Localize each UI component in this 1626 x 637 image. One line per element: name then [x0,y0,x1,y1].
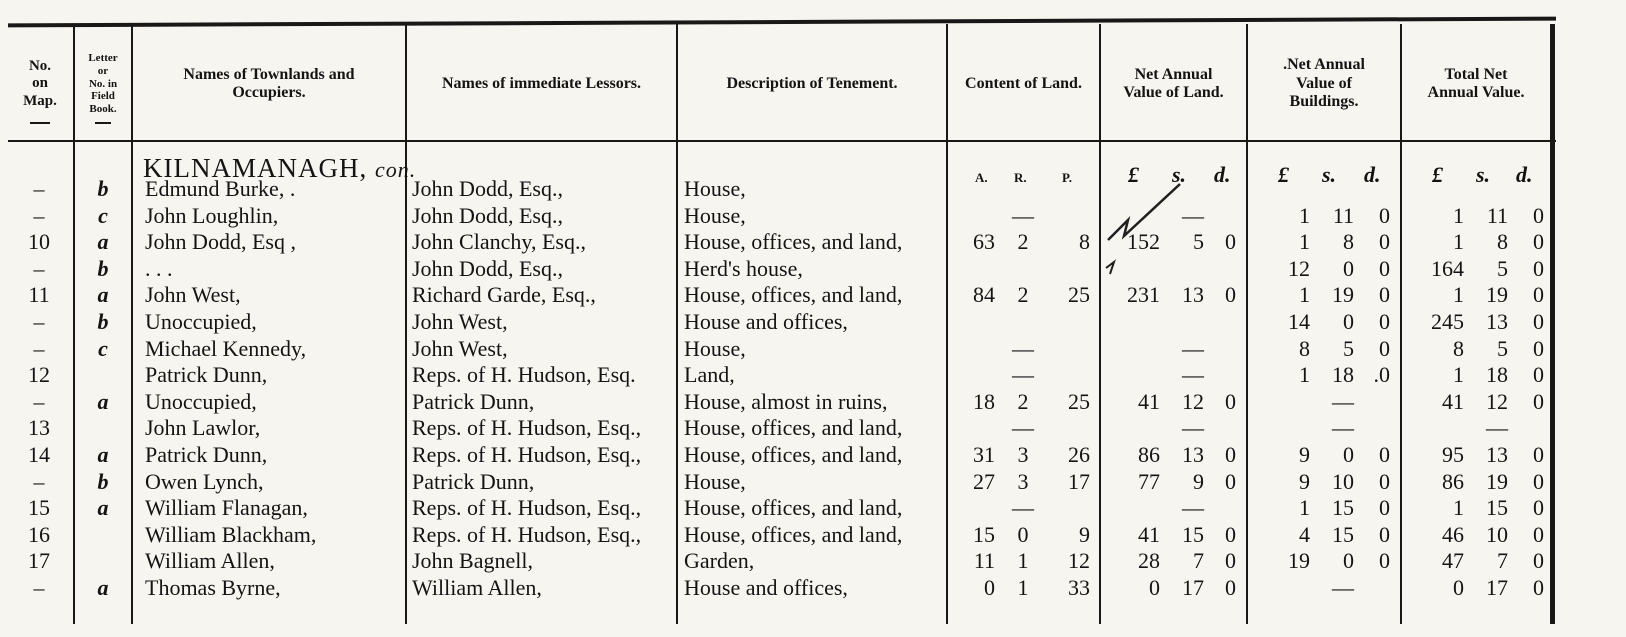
header-rule [8,140,1556,142]
header-underline [95,122,111,124]
cell-name: Patrick Dunn, [145,362,268,388]
cell-name: John Loughlin, [145,202,279,228]
cell-name: John West, [145,282,241,308]
table-row [0,176,1626,202]
cell-bsh: 15 [1332,495,1354,521]
cell-letter: b [97,309,109,334]
cell-r: 2 [1017,282,1029,308]
cell-tsh: 8 [1497,229,1508,255]
cell-lsh: 13 [1182,282,1204,308]
header-net-land: Net Annual Value of Land. [1123,65,1224,101]
cell-ts: 47 [1442,548,1464,574]
cell-desc: House and offices, [684,309,848,334]
cell-bs: 4 [1299,521,1310,547]
cell-ls: 86 [1138,442,1160,467]
cell-name: William Flanagan, [145,495,308,521]
cell-map: 14 [28,442,50,467]
cell-bs: 1 [1299,362,1310,388]
cell-r: 2 [1017,229,1029,255]
cell-map: – [33,255,45,281]
cell-ld: 0 [1225,468,1236,494]
cell-ts: 245 [1431,309,1464,334]
cell-td: 0 [1533,388,1544,414]
cell-lessor: Reps. of H. Hudson, Esq., [412,495,642,521]
cell-tsh: 13 [1486,442,1508,467]
cell-a: 11 [973,548,995,574]
cell-td: 0 [1533,548,1544,574]
table-row [0,575,1626,601]
cell-name: William Blackham, [145,521,317,547]
table-row [0,336,1626,362]
cell-lessor: Reps. of H. Hudson, Esq., [412,442,642,467]
cell-letter: b [97,468,109,494]
cell-bd: 0 [1379,282,1390,308]
cell-ts: 1 [1453,495,1464,521]
cell-bsh: 0 [1343,442,1354,467]
cell-td: 0 [1533,202,1544,228]
header-letter: Letter or No. in Field Book. [88,52,118,115]
cell-ts: 95 [1442,442,1464,467]
cell-desc: House, [684,335,746,361]
cell-map: 16 [28,521,50,547]
cell-lsh: 5 [1193,229,1204,255]
cell-a: 15 [973,521,995,547]
cell-r: 3 [1017,442,1029,467]
cell-bsh: — [1332,388,1354,414]
cell-desc: House, offices, and land, [684,442,903,467]
cell-bd: 0 [1379,309,1390,334]
cell-map: 17 [28,548,50,574]
cell-letter: a [97,229,109,255]
header-description: Description of Tenement. [726,74,898,92]
cell-desc: House, [684,176,746,201]
header-total: Total Net Annual Value. [1427,65,1525,101]
cell-map: – [33,575,45,600]
cell-letter: a [97,282,109,308]
table-row [0,309,1626,335]
cell-bs: 1 [1299,495,1310,521]
cell-map: – [33,335,45,361]
cell-r: — [1012,495,1034,521]
cell-td: 0 [1533,521,1544,547]
cell-bsh: 18 [1332,362,1354,388]
cell-lsh: 15 [1182,521,1204,547]
table-row [0,522,1626,548]
header-net-buildings: .Net Annual Value of Buildings. [1283,56,1365,111]
cell-lsh: — [1182,202,1204,228]
cell-ld: 0 [1225,229,1236,255]
cell-bd: 0 [1379,521,1390,547]
table-row [0,469,1626,495]
cell-name: John Dodd, Esq , [145,229,296,255]
table-row [0,256,1626,282]
cell-td: 0 [1533,468,1544,494]
cell-bs: 14 [1288,309,1310,334]
cell-name: . . . [145,255,173,281]
cell-lessor: John Bagnell, [412,548,533,574]
table-row [0,548,1626,574]
cell-a: 31 [973,442,995,467]
cell-td: 0 [1533,362,1544,388]
cell-p: 12 [1068,548,1090,574]
cell-bsh: 15 [1332,521,1354,547]
cell-lsh: — [1182,335,1204,361]
cell-desc: House, [684,468,746,494]
header-underline [30,122,50,124]
cell-tsh: 11 [1486,202,1508,228]
cell-desc: House, offices, and land, [684,282,903,308]
cell-bsh: — [1332,575,1354,600]
cell-ld: 0 [1225,388,1236,414]
cell-desc: House, almost in ruins, [684,388,888,414]
cell-name: Owen Lynch, [145,468,264,494]
cell-map: 12 [28,362,50,388]
cell-bs: 1 [1299,229,1310,255]
cell-letter: a [97,388,109,414]
cell-lessor: Reps. of H. Hudson, Esq., [412,521,642,547]
unit-land-shillings: s. [1172,162,1187,187]
cell-name: Unoccupied, [145,309,257,334]
cell-lessor: Richard Garde, Esq., [412,282,596,308]
cell-td: 0 [1533,309,1544,334]
cell-ls: 0 [1149,575,1160,600]
cell-r: 1 [1017,548,1029,574]
cell-bsh: 0 [1343,309,1354,334]
cell-tsh: 19 [1486,282,1508,308]
cell-ts: 8 [1453,335,1464,361]
cell-p: 33 [1068,575,1090,600]
cell-a: 27 [973,468,995,494]
cell-bs: 9 [1299,442,1310,467]
cell-bd: 0 [1379,202,1390,228]
cell-map: 13 [28,415,50,441]
header-lessors: Names of immediate Lessors. [441,74,642,92]
table-row [0,203,1626,229]
cell-ls: 152 [1127,229,1160,255]
cell-p: 25 [1068,282,1090,308]
cell-r: 1 [1017,575,1029,600]
cell-tsh: — [1486,415,1508,441]
cell-a: 84 [973,282,995,308]
cell-td: 0 [1533,442,1544,467]
cell-lsh: 12 [1182,388,1204,414]
table-row [0,362,1626,388]
cell-r: — [1012,415,1034,441]
cell-name: Edmund Burke, . [145,176,296,201]
cell-tsh: 12 [1486,388,1508,414]
cell-bsh: 10 [1332,468,1354,494]
header-content: Content of Land. [965,74,1082,92]
cell-ld: 0 [1225,282,1236,308]
cell-tsh: 5 [1497,335,1508,361]
cell-lessor: John Clanchy, Esq., [412,229,586,255]
cell-tsh: 18 [1486,362,1508,388]
cell-lessor: John West, [412,309,508,334]
cell-lessor: Patrick Dunn, [412,388,535,414]
cell-lessor: Reps. of H. Hudson, Esq., [412,415,642,441]
cell-desc: House, offices, and land, [684,229,903,255]
cell-bsh: — [1332,415,1354,441]
cell-bd: 0 [1379,548,1390,574]
cell-map: – [33,202,45,228]
cell-tsh: 19 [1486,468,1508,494]
cell-r: — [1012,335,1034,361]
table-row [0,442,1626,468]
cell-td: 0 [1533,335,1544,361]
cell-td: 0 [1533,495,1544,521]
cell-ts: 164 [1431,255,1464,281]
cell-bsh: 11 [1332,202,1354,228]
cell-r: 2 [1017,388,1029,414]
cell-lsh: 9 [1193,468,1204,494]
table-row [0,389,1626,415]
table-row [0,415,1626,441]
cell-ts: 86 [1442,468,1464,494]
cell-td: 0 [1533,229,1544,255]
cell-bsh: 0 [1343,548,1354,574]
cell-ts: 46 [1442,521,1464,547]
cell-letter: b [97,176,109,201]
cell-ls: 28 [1138,548,1160,574]
cell-a: 63 [973,229,995,255]
cell-desc: House, offices, and land, [684,495,903,521]
cell-desc: Herd's house, [684,255,803,281]
cell-desc: Garden, [684,548,755,574]
header-names: Names of Townlands and Occupiers. [183,65,355,101]
cell-bsh: 5 [1343,335,1354,361]
header-no-on-map: No. on Map. [23,58,57,109]
pen-annotation [1100,178,1190,278]
cell-tsh: 5 [1497,255,1508,281]
cell-lessor: John Dodd, Esq., [412,202,563,228]
unit-bld-pounds: £ [1278,162,1289,187]
cell-name: Michael Kennedy, [145,335,307,361]
cell-bd: 0 [1379,229,1390,255]
cell-desc: House and offices, [684,575,848,600]
table-row [0,495,1626,521]
cell-r: 0 [1017,521,1029,547]
cell-ls: 231 [1127,282,1160,308]
cell-lsh: 13 [1182,442,1204,467]
cell-ls: 41 [1138,521,1160,547]
townland-heading: KILNAMANAGH, con. [143,153,417,183]
cell-a: 18 [973,388,995,414]
cell-letter: c [98,335,108,361]
cell-tsh: 13 [1486,309,1508,334]
unit-roods: R. [1014,170,1027,185]
cell-bd: 0 [1379,255,1390,281]
cell-bs: 1 [1299,202,1310,228]
cell-ts: 0 [1453,575,1464,600]
cell-p: 9 [1079,521,1090,547]
cell-lessor: William Allen, [412,575,542,600]
cell-letter: b [97,255,109,281]
cell-desc: House, offices, and land, [684,415,903,441]
cell-bsh: 8 [1343,229,1354,255]
cell-bs: 12 [1288,255,1310,281]
unit-total-pounds: £ [1432,162,1443,187]
cell-tsh: 7 [1497,548,1508,574]
cell-ld: 0 [1225,442,1236,467]
cell-tsh: 17 [1486,575,1508,600]
cell-lessor: John Dodd, Esq., [412,176,563,201]
cell-lsh: 7 [1193,548,1204,574]
cell-map: 11 [28,282,50,308]
cell-r: — [1012,202,1034,228]
cell-letter: a [97,575,109,600]
cell-ls: 77 [1138,468,1160,494]
cell-desc: House, [684,202,746,228]
cell-lsh: 17 [1182,575,1204,600]
cell-map: – [33,176,45,201]
cell-bsh: 19 [1332,282,1354,308]
unit-total-pence: d. [1516,162,1533,187]
cell-lsh: — [1182,362,1204,388]
cell-ld: 0 [1225,548,1236,574]
cell-lessor: John West, [412,335,508,361]
cell-name: Unoccupied, [145,388,257,414]
cell-bs: 19 [1288,548,1310,574]
table-row [0,282,1626,308]
cell-td: 0 [1533,575,1544,600]
cell-ts: 1 [1453,202,1464,228]
cell-tsh: 15 [1486,495,1508,521]
cell-ld: 0 [1225,521,1236,547]
cell-tsh: 10 [1486,521,1508,547]
cell-ls: 41 [1138,388,1160,414]
cell-bs: 8 [1299,335,1310,361]
cell-a: 0 [984,575,995,600]
cell-bd: .0 [1373,362,1390,388]
unit-bld-shillings: s. [1322,162,1337,187]
cell-p: 25 [1068,388,1090,414]
cell-map: – [33,468,45,494]
cell-ts: 1 [1453,362,1464,388]
cell-map: – [33,309,45,334]
cell-name: Thomas Byrne, [145,575,281,600]
cell-bd: 0 [1379,442,1390,467]
cell-td: 0 [1533,282,1544,308]
cell-desc: House, offices, and land, [684,521,903,547]
cell-letter: c [98,202,108,228]
cell-r: 3 [1017,468,1029,494]
cell-name: John Lawlor, [145,415,261,441]
cell-ts: 41 [1442,388,1464,414]
cell-bsh: 0 [1343,255,1354,281]
cell-map: 10 [28,229,50,255]
cell-letter: a [97,495,109,521]
cell-name: Patrick Dunn, [145,442,268,467]
cell-td: 0 [1533,255,1544,281]
cell-bs: 9 [1299,468,1310,494]
cell-p: 26 [1068,442,1090,467]
table-row [0,229,1626,255]
cell-ld: 0 [1225,575,1236,600]
unit-land-pence: d. [1214,162,1231,187]
cell-desc: Land, [684,362,735,388]
cell-lessor: John Dodd, Esq., [412,255,563,281]
cell-p: 8 [1079,229,1090,255]
cell-map: 15 [28,495,50,521]
cell-p: 17 [1068,468,1090,494]
cell-lsh: — [1182,415,1204,441]
top-rule [8,17,1556,28]
cell-bs: 1 [1299,282,1310,308]
cell-lessor: Patrick Dunn, [412,468,535,494]
cell-letter: a [97,442,109,467]
unit-land-pounds: £ [1128,162,1139,187]
cell-ts: 1 [1453,229,1464,255]
unit-perches: P. [1062,170,1072,185]
cell-bd: 0 [1379,335,1390,361]
cell-map: – [33,388,45,414]
unit-total-shillings: s. [1476,162,1491,187]
cell-bd: 0 [1379,468,1390,494]
unit-bld-pence: d. [1364,162,1381,187]
unit-acres: A. [975,170,988,185]
cell-lsh: — [1182,495,1204,521]
cell-bd: 0 [1379,495,1390,521]
cell-ts: 1 [1453,282,1464,308]
cell-name: William Allen, [145,548,275,574]
cell-lessor: Reps. of H. Hudson, Esq. [412,362,636,388]
cell-r: — [1012,362,1034,388]
